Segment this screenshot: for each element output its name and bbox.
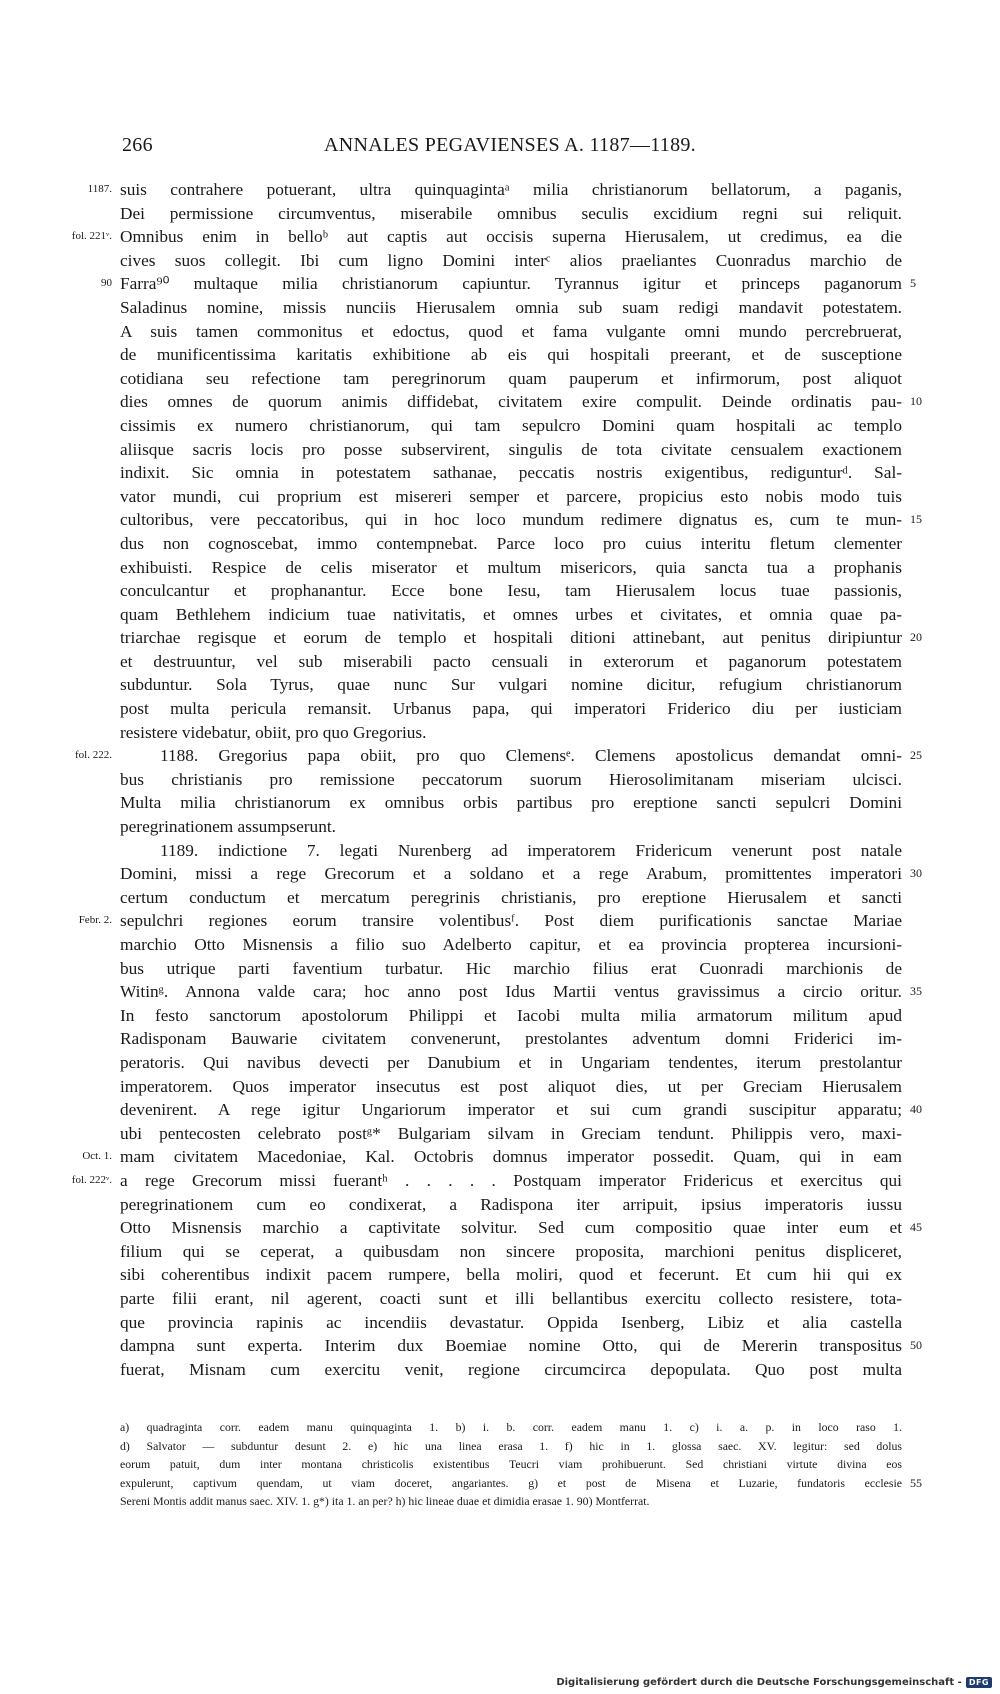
text-line xyxy=(120,508,922,532)
text-line xyxy=(120,438,902,462)
text-line xyxy=(120,1193,902,1217)
line-text: bus christianis pro remissione peccatorum suorum Hierosolimitanam miseriam ulcisci. xyxy=(120,769,902,789)
margin-note: 90 xyxy=(101,277,112,290)
page-number: 266 xyxy=(122,134,153,156)
text-line xyxy=(120,296,902,320)
line-text: conculcantur et prophanantur. Ecce bone Iesu, tam Hierusalem locus tuae passionis, xyxy=(120,581,902,601)
line-text: a rege Grecorum missi fuerantʰ . . . . . Postquam imperator Fridericus et exercitus qui xyxy=(120,1170,902,1190)
credit-text: Digitalisierung gefördert durch die Deutsche Forschungsgemeinschaft - xyxy=(556,1677,962,1688)
text-line xyxy=(71,1169,902,1193)
line-text: Domini, missi a rege Grecorum et a soldano et a rege Arabum, promittentes imperatori xyxy=(120,864,902,884)
line-text: mam civitatem Macedoniae, Kal. Octobris domnus imperator possedit. Quam, qui in eam xyxy=(120,1147,902,1167)
text-line xyxy=(120,1098,922,1122)
line-text: post multa pericula remansit. Urbanus papa, qui imperatori Friderico diu per iusticiam xyxy=(120,699,902,719)
footnote-line xyxy=(120,1418,902,1437)
text-line xyxy=(120,249,902,273)
footnotes xyxy=(120,1418,922,1511)
text-line xyxy=(120,697,902,721)
text-line xyxy=(120,603,902,627)
text-line xyxy=(120,650,902,674)
text-line xyxy=(120,1027,902,1051)
margin-note: fol. 222ᵛ. xyxy=(71,1173,112,1186)
text-line xyxy=(120,556,902,580)
line-text: dus non cognoscebat, immo contempnebat. Parce loco pro cuius interitu fletum clementer xyxy=(120,533,902,553)
line-text: Dei permissione circumventus, miserabile omnibus seculis excidium regni sui reliquit. xyxy=(120,203,902,223)
line-number: 50 xyxy=(910,1338,922,1353)
line-text: dies omnes de quorum animis diffidebat, civitatem exire compulit. Deinde ordinatis pau- xyxy=(120,392,902,412)
line-number: 45 xyxy=(910,1220,922,1235)
line-text: quam Bethlehem indicium tuae nativitatis, et omnes urbes et civitates, et omnia quae pa- xyxy=(120,604,902,624)
line-text: peratoris. Qui navibus devecti per Danubium et in Ungariam tendentes, iterum prestolantur xyxy=(120,1052,902,1072)
text-line xyxy=(120,1263,902,1287)
text-line xyxy=(120,980,922,1004)
line-text: peregrinationem cum eo condixerat, a Radispona iter arripuit, ipsius imperatoris iussu xyxy=(120,1194,902,1214)
line-text: ubi pentecosten celebrato postᵍ* Bulgariam silvam in Greciam tendunt. Philippis vero, maxi- xyxy=(120,1123,902,1143)
line-text: filium qui se ceperat, a quibusdam non sincere proposita, marchioni penitus displiceret, xyxy=(120,1241,902,1261)
line-text: cissimis ex numero christianorum, qui tam sepulcro Domini quam hospitali ac templo xyxy=(120,415,902,435)
line-number: 55 xyxy=(910,1475,922,1490)
page-header xyxy=(120,134,900,160)
footnote-text: Sereni Montis addit manus saec. XIV. 1. g*) ita 1. an per? h) hic lineae duae et dimidia erasae 1. 90) Montferrat. xyxy=(120,1494,650,1509)
margin-note: Oct. 1. xyxy=(82,1150,112,1163)
text-line xyxy=(120,839,902,863)
text-line xyxy=(120,1334,922,1358)
line-text: de munificentissima karitatis exhibitione ab eis qui hospitali preerant, et de susceptione xyxy=(120,345,902,365)
line-text: Farra⁹⁰ multaque milia christianorum capiuntur. Tyrannus igitur et princeps paganorum xyxy=(120,274,902,294)
text-line xyxy=(120,320,902,344)
line-text: triarchae regisque et eorum de templo et hospitali ditioni attinebant, aut penitus diripiuntur xyxy=(120,628,902,648)
line-number: 30 xyxy=(910,866,922,881)
margin-note: fol. 222. xyxy=(75,749,112,762)
line-text: Witinᵍ. Annona valde cara; hoc anno post Idus Martii ventus gravissimus a circio oritur. xyxy=(120,982,902,1002)
line-text: Saladinus nomine, missis nunciis Hierusalem omnia sub suam redigi mandavit potestatem. xyxy=(120,297,902,317)
line-text: cotidiana seu refectione tam peregrinorum quam pauperum et infirmorum, post aliquot xyxy=(120,368,902,388)
text-line xyxy=(120,485,902,509)
text-line xyxy=(120,367,902,391)
line-number: 35 xyxy=(910,984,922,999)
text-line xyxy=(120,721,902,745)
line-text: devenirent. A rege igitur Ungariorum imperator et sui cum grandi suscipitur apparatu; xyxy=(120,1100,902,1120)
footnote-text: eorum patuit, dum inter montana christicolis existentibus Teucri viam prohibuerunt. Sed christiani virtute divina eos xyxy=(120,1457,902,1472)
line-text: indixit. Sic omnia in potestatem sathanae, peccatis nostris exigentibus, redigunturᵈ. Sal- xyxy=(120,463,902,483)
line-text: resistere videbatur, obiit, pro quo Gregorius. xyxy=(120,722,427,742)
line-number: 5 xyxy=(910,276,916,291)
line-text: Multa milia christianorum ex omnibus orbis partibus pro ereptione sancti sepulcri Domini xyxy=(120,793,902,813)
footnote-text: d) Salvator — subduntur desunt 2. e) hic una linea erasa 1. f) hic in 1. glossa saec. XV. legitur: sed dolus xyxy=(120,1438,902,1453)
text-line xyxy=(120,202,902,226)
main-text xyxy=(71,178,922,1381)
line-text: Otto Misnensis marchio a captivitate solvitur. Sed cum compositio quae inter eum et xyxy=(120,1218,902,1238)
line-text: dampna sunt experta. Interim dux Boemiae nomine Otto, qui de Mererin transpositus xyxy=(120,1336,902,1356)
line-text: Omnibus enim in belloᵇ aut captis aut occisis superna Hierusalem, ut credimus, ea die xyxy=(120,227,902,247)
text-line xyxy=(120,579,902,603)
text-line xyxy=(120,1358,902,1382)
line-number: 10 xyxy=(910,394,922,409)
text-line xyxy=(120,626,922,650)
text-line xyxy=(120,390,922,414)
line-number: 25 xyxy=(910,748,922,763)
text-line xyxy=(120,461,902,485)
line-number: 15 xyxy=(910,512,922,527)
text-line xyxy=(120,532,902,556)
line-text: 1188. Gregorius papa obiit, pro quo Clemensᵉ. Clemens apostolicus demandat omni- xyxy=(160,746,902,766)
line-text: marchio Otto Misnensis a filio suo Adelberto capitur, et ea provincia propterea incursioni- xyxy=(120,935,902,954)
line-text: parte filii erant, nil agerent, coacti sunt et illi bellantibus exercitu collecto resistere, tota- xyxy=(120,1288,902,1308)
line-text: peregrinationem assumpserunt. xyxy=(120,817,336,837)
line-text: 1189. indictione 7. legati Nurenberg ad imperatorem Fridericum venerunt post natale xyxy=(160,840,902,860)
line-text: In festo sanctorum apostolorum Philippi et Iacobi multa milia armatorum militum apud xyxy=(120,1005,902,1025)
line-text: vator mundi, cui proprium est misereri semper et parcere, propicius esto nobis modo tuis xyxy=(120,486,902,506)
line-text: A suis tamen commonitus et edoctus, quod et fama vulgante omni mundo percrebruerat, xyxy=(120,321,902,341)
margin-note: 1187. xyxy=(87,183,112,195)
text-line xyxy=(101,272,916,296)
line-text: bus utrique parti faventium turbatur. Hic marchio filius erat Cuonradi marchionis de xyxy=(120,958,902,978)
line-text: que provincia rapinis ac incendiis devastatur. Oppida Isenberg, Libiz et alia castella xyxy=(120,1312,902,1332)
line-text: suis contrahere potuerant, ultra quinquagintaᵃ milia christianorum bellatorum, a paganis, xyxy=(120,180,902,199)
margin-note: fol. 221ᵛ. xyxy=(71,230,112,243)
footnote-line xyxy=(120,1492,902,1511)
text-line xyxy=(75,744,922,768)
text-line xyxy=(120,1287,902,1311)
text-line xyxy=(120,414,902,438)
text-line xyxy=(120,862,922,886)
line-number: 40 xyxy=(910,1102,922,1117)
text-line xyxy=(71,225,902,249)
footnote-line xyxy=(120,1455,902,1474)
footnote-text: a) quadraginta corr. eadem manu quinquaginta 1. b) i. b. corr. eadem manu 1. c) i. a. p. in loco raso 1. xyxy=(120,1420,902,1434)
text-line xyxy=(120,815,902,839)
margin-note: Febr. 2. xyxy=(78,914,112,927)
text-line xyxy=(120,1004,902,1028)
text-line xyxy=(120,1075,902,1099)
text-line xyxy=(120,1216,922,1240)
line-number: 20 xyxy=(910,630,922,645)
line-text: Radisponam Bauwarie civitatem convenerunt, prestolantes adventum domni Friderici im- xyxy=(120,1029,902,1049)
line-text: sibi coherentibus indixit pacem rumpere, bella moliri, quod et fecerunt. Et cum hii qui ex xyxy=(120,1265,902,1285)
text-line xyxy=(120,791,902,815)
text-line xyxy=(120,1311,902,1335)
text-line xyxy=(87,178,902,202)
line-text: certum conductum et mercatum peregrinis christianis, pro ereptione Hierusalem et sancti xyxy=(120,887,902,907)
line-text: cives suos collegit. Ibi cum ligno Domini interᶜ alios praeliantes Cuonradus marchio de xyxy=(120,250,902,270)
line-text: subduntur. Sola Tyrus, quae nunc Sur vulgari nomine dicitur, refugium christianorum xyxy=(120,675,902,695)
digitization-credit xyxy=(556,1677,992,1688)
line-text: sepulchri regiones eorum transire volentibusᶠ. Post diem purificationis sanctae Mariae xyxy=(120,911,902,931)
dfg-logo: DFG xyxy=(966,1677,992,1688)
line-text: imperatorem. Quos imperator insecutus est post aliquot dies, ut per Greciam Hierusalem xyxy=(120,1076,902,1096)
line-text: aliisque sacris locis pro posse subservirent, singulis de tota civitate censualem exactionem xyxy=(120,439,902,459)
line-text: et destruuntur, vel sub miserabili pacto censuali in exterorum et paganorum potestatem xyxy=(120,651,902,671)
footnote-line xyxy=(120,1437,902,1456)
text-line xyxy=(120,1051,902,1075)
text-line xyxy=(120,768,902,792)
text-line xyxy=(120,1240,902,1264)
running-title: ANNALES PEGAVIENSES A. 1187—1189. xyxy=(324,134,696,156)
text-line xyxy=(120,957,902,981)
footnote-line xyxy=(120,1474,922,1493)
line-text: cultoribus, vere peccatoribus, qui in hoc loco mundum redimere dignatus es, cum te mun- xyxy=(120,510,902,530)
line-text: fuerat, Misnam cum exercitu venit, regione circumcirca depopulata. Quo post multa xyxy=(120,1359,902,1379)
text-line xyxy=(120,886,902,910)
text-line xyxy=(120,933,902,957)
text-line xyxy=(78,909,902,933)
text-line xyxy=(120,343,902,367)
text-line xyxy=(82,1145,902,1169)
line-text: exhibuisti. Respice de celis miserator et multum misericors, quia sancta tua a prophanis xyxy=(120,557,902,577)
text-line xyxy=(120,1122,902,1146)
footnote-text: expulerunt, captivum quendam, ut viam doceret, angariantes. g) et post de Misena et Luzarie, fundatoris ecclesie xyxy=(120,1475,902,1490)
text-line xyxy=(120,673,902,697)
